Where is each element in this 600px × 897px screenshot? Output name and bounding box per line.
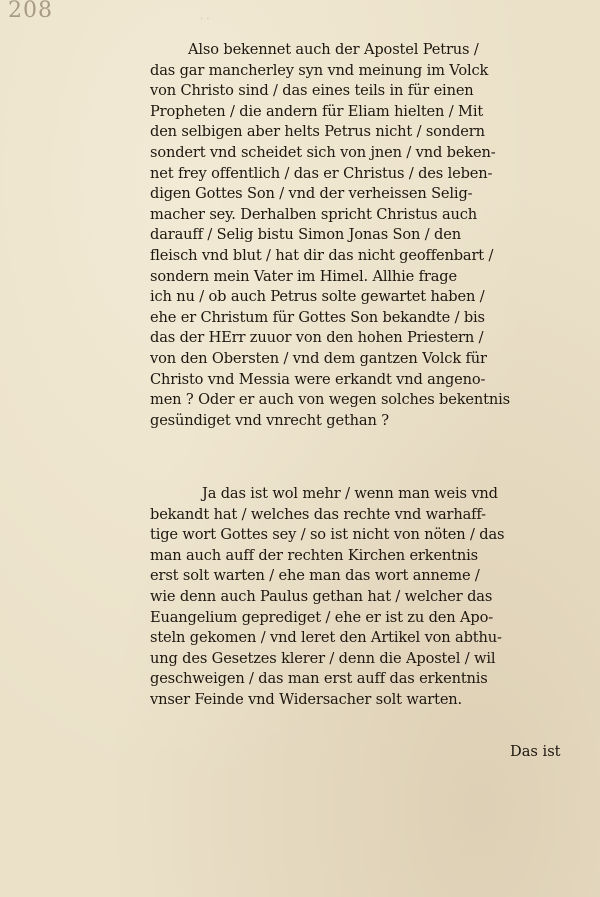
text-line: geschweigen / das man erst auff das erkentnis xyxy=(150,670,488,688)
text-line: das gar mancherley syn vnd meinung im Volck xyxy=(150,61,489,79)
text-line: gesündiget vnd vnrecht gethan ? xyxy=(150,411,389,429)
text-line: net frey offentlich / das er Christus / des leben- xyxy=(150,164,493,182)
text-line: ehe er Christum für Gottes Son bekandte / bis xyxy=(150,308,485,326)
catchword: Das ist xyxy=(510,743,561,760)
text-line: wie denn auch Paulus gethan hat / welcher das xyxy=(150,587,493,605)
text-line: bekandt hat / welches das rechte vnd warhaff- xyxy=(150,505,486,523)
text-line: digen Gottes Son / vnd der verheissen Selig- xyxy=(150,185,473,203)
text-line: darauff / Selig bistu Simon Jonas Son / den xyxy=(150,226,461,244)
text-line: von Christo sind / das eines teils in für einen xyxy=(150,82,474,100)
text-line: den selbigen aber helts Petrus nicht / sondern xyxy=(150,123,485,141)
page-number: 208 xyxy=(8,0,53,23)
text-line: tige wort Gottes sey / so ist nicht von nöten / das xyxy=(150,526,505,544)
text-line: man auch auff der rechten Kirchen erkentnis xyxy=(150,546,479,564)
text-line: steln gekomen / vnd leret den Artikel von abthu- xyxy=(150,629,502,647)
text-line: ich nu / ob auch Petrus solte gewartet haben / xyxy=(150,288,485,306)
text-line: erst solt warten / ehe man das wort anneme / xyxy=(150,567,480,585)
ink-bleed-mark: · · xyxy=(200,14,210,25)
text-line: men ? Oder er auch von wegen solches bekentnis xyxy=(150,391,510,409)
text-line: fleisch vnd blut / hat dir das nicht geoffenbart / xyxy=(150,246,494,264)
text-line: Christo vnd Messia were erkandt vnd angeno- xyxy=(150,370,486,388)
text-line: Also bekennet auch der Apostel Petrus / xyxy=(188,41,479,58)
paragraph-2 xyxy=(150,484,586,711)
text-line: Ja das ist wol mehr / wenn man weis vnd xyxy=(202,485,498,502)
text-line: ung des Gesetzes klerer / denn die Apostel / wil xyxy=(150,649,496,667)
text-line: Euangelium geprediget / ehe er ist zu den Apo- xyxy=(150,608,493,626)
text-line: von den Obersten / vnd dem gantzen Volck für xyxy=(150,349,487,367)
text-line: sondern mein Vater im Himel. Allhie frage xyxy=(150,267,457,285)
text-line: das der HErr zuuor von den hohen Priestern / xyxy=(150,329,484,347)
paragraph-1 xyxy=(150,40,586,431)
text-line: macher sey. Derhalben spricht Christus auch xyxy=(150,205,478,223)
text-line: sondert vnd scheidet sich von jnen / vnd beken- xyxy=(150,143,496,161)
text-line: Propheten / die andern für Eliam hielten / Mit xyxy=(150,102,484,120)
text-line: vnser Feinde vnd Widersacher solt warten. xyxy=(150,690,463,708)
